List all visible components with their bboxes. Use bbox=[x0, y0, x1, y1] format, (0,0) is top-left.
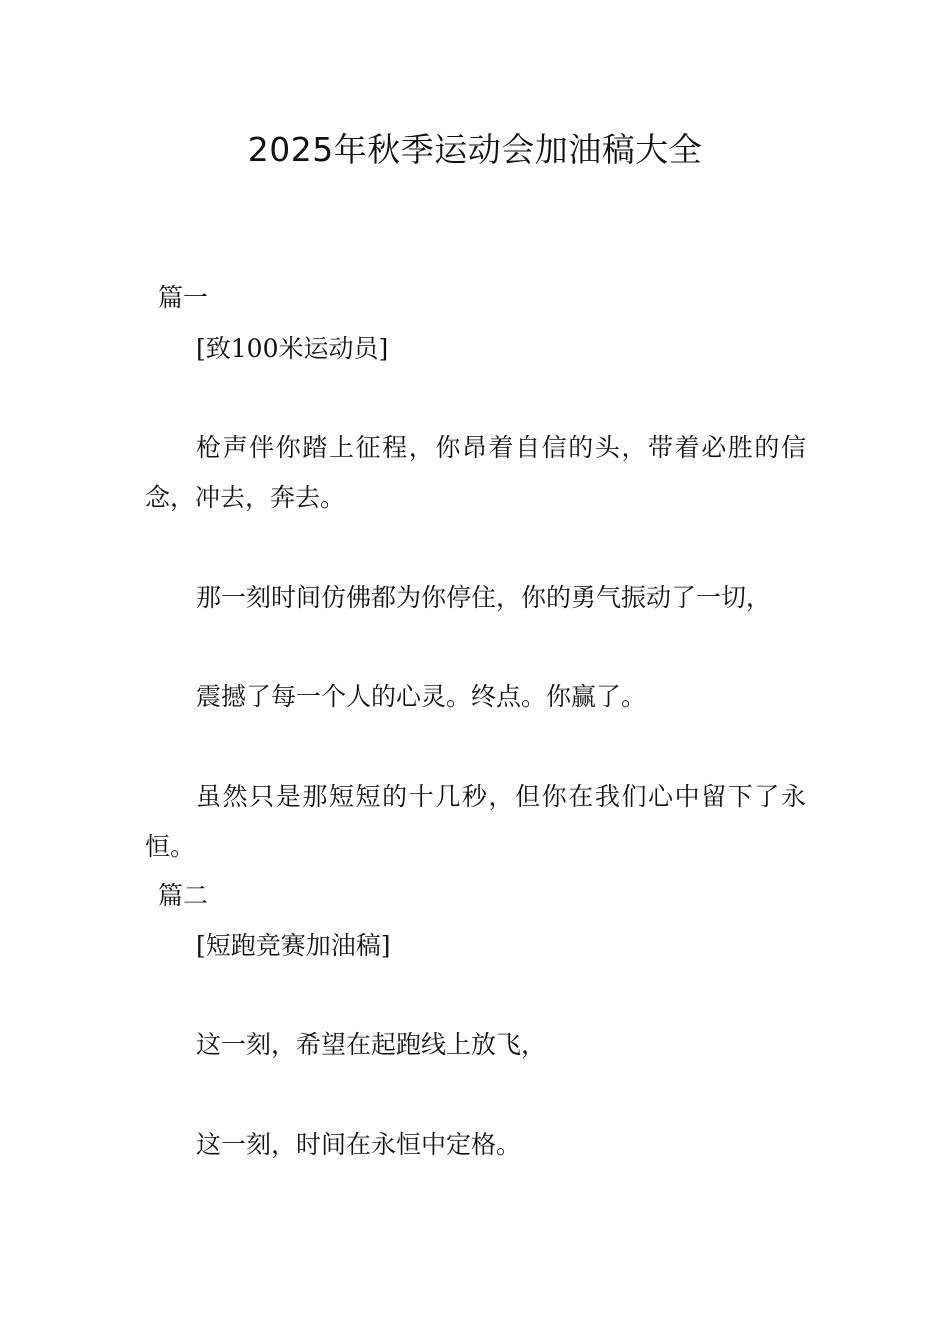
section-heading-2: 篇二 bbox=[158, 881, 209, 910]
paragraph-line: 这一刻，时间在永恒中定格。 bbox=[196, 1130, 522, 1159]
paragraph-line: 震撼了每一个人的心灵。终点。你赢了。 bbox=[196, 682, 647, 711]
document-title: 2025年秋季运动会加油稿大全 bbox=[247, 130, 703, 169]
section-heading-1: 篇一 bbox=[158, 283, 209, 312]
paragraph-line: 念，冲去，奔去。 bbox=[145, 483, 346, 512]
paragraph-line: 那一刻时间仿佛都为你停住，你的勇气振动了一切， bbox=[196, 583, 772, 612]
section-subtitle-1: [致100米运动员] bbox=[196, 334, 389, 363]
paragraph-line: 虽然只是那短短的十几秒，但你在我们心中留下了永 bbox=[196, 782, 806, 811]
section-subtitle-2: [短跑竞赛加油稿] bbox=[196, 931, 391, 960]
paragraph-line: 这一刻，希望在起跑线上放飞， bbox=[196, 1030, 547, 1059]
paragraph-line: 恒。 bbox=[145, 832, 196, 861]
paragraph-line: 枪声伴你踏上征程，你昂着自信的头，带着必胜的信 bbox=[196, 433, 806, 462]
